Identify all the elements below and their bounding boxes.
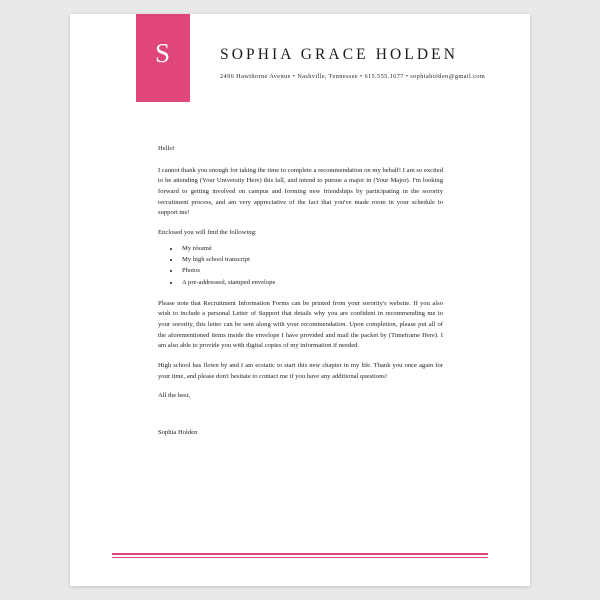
list-item: • A pre-addressed, stamped envelope xyxy=(180,278,443,288)
letter-page xyxy=(70,14,530,586)
letterhead xyxy=(70,14,530,104)
monogram-block xyxy=(136,14,190,102)
enclosed-intro: Enclosed you will find the following: xyxy=(158,229,257,237)
letterhead-text xyxy=(220,46,510,80)
enclosed-items-list xyxy=(158,244,443,288)
footer-rule-thin xyxy=(112,557,488,558)
paragraph-2: Please note that Recruitment Information Forms can be printed from your sorority's website. If you also wish to include a personal Letter of Support that details why you are confident in recommending me to your sorority, this letter can be sent along with your recommendation. Upon completion, please put all of the aforementioned items inside the envelope I have provided and mail the packet by (Timeframe Here). I am also able to provide you with digital copies of my information if needed. xyxy=(158,299,443,350)
sender-contact: 2496 Hawthorne Avenue • Nashville, Tennessee • 615.555.1677 • sophiaholden@gmail.com xyxy=(220,73,486,80)
sender-name: SOPHIA GRACE HOLDEN xyxy=(220,46,459,63)
list-item: • Photos xyxy=(180,266,443,276)
list-item: • My high school transcript xyxy=(180,255,443,265)
signature: Sophia Holden xyxy=(158,429,198,437)
paragraph-3: High school has flown by and I am ecstatic to start this new chapter in my life. Thank you once again for your time, and please don't hesitate to contact me if you have any additional questions! xyxy=(158,362,443,380)
letter-body xyxy=(158,144,443,448)
footer-rules xyxy=(112,553,488,558)
list-item: • My résumé xyxy=(180,244,443,254)
monogram-letter: S xyxy=(154,38,172,68)
greeting: Hello! xyxy=(158,145,175,152)
paragraph-1: I cannot thank you enough for taking the time to complete a recommendation on my behalf! I am so excited to be attending (Your University Here) this fall, and intend to pursue a major in (Your Major). I'm looking forward to getting involved on campus and forming new friendships by participating in the sorority recruitment process, and am very appreciative of the fact that you've made room in your schedule to support me! xyxy=(158,166,443,217)
footer-rule-thick xyxy=(112,553,488,555)
closing: All the best, xyxy=(158,392,191,400)
